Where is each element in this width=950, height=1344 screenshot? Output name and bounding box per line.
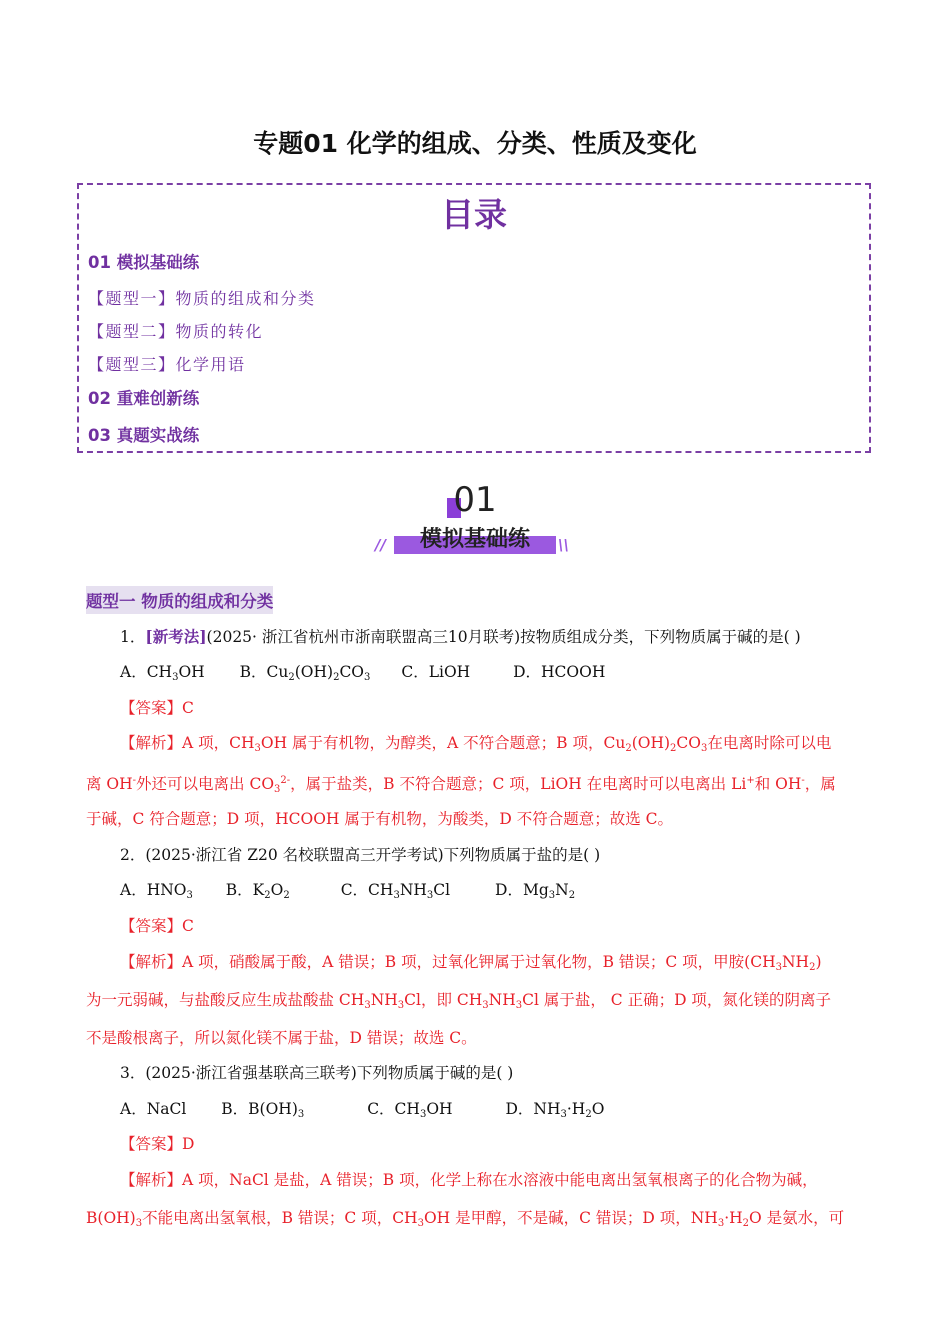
question-1-stem: 1．[新考法](2025· 浙江省杭州市浙南联盟高三10月联考)按物质组成分类，下列物质属于碱的是( ) bbox=[120, 627, 801, 646]
section-label: 模拟基础练 bbox=[419, 527, 530, 552]
type-heading: 题型一 物质的组成和分类 bbox=[86, 586, 273, 614]
question-2-analysis-line-3: 不是酸根离子，所以氮化镁不属于盐，D 错误；故选 C。 bbox=[86, 1029, 477, 1047]
question-3-stem: 3．(2025·浙江省强基联高三联考)下列物质属于碱的是( ) bbox=[120, 1064, 514, 1082]
option-d: D．$Mg_3N_2$ bbox=[495, 881, 576, 901]
option-d: D．HCOOH bbox=[513, 663, 606, 681]
option-a: A．NaCl bbox=[120, 1100, 187, 1118]
question-3-answer: 【答案】D bbox=[120, 1135, 195, 1153]
option-c: C．$CH_3NH_3Cl$ bbox=[340, 881, 451, 901]
question-1-analysis-line-2: 离 OH-外还可以电离出 $CO_3^{2-}$，属于盐类，B 不符合题意；C 项，LiOH 在电离时可以电离出 Li+和 OH-，属 bbox=[86, 775, 836, 795]
option-a: A．$HNO_3$ bbox=[120, 881, 193, 901]
toc-item-02[interactable]: 02 重难创新练 bbox=[88, 389, 200, 408]
option-c: C．$CH_3OH$ bbox=[367, 1100, 453, 1120]
question-1-analysis-line-3: 于碱，C 符合题意；D 项，HCOOH 属于有机物，为酸类，D 不符合题意；故选 C。 bbox=[86, 810, 674, 828]
new-method-tag: [新考法] bbox=[145, 627, 207, 646]
toc-item-type1[interactable]: 【题型一】物质的组成和分类 bbox=[88, 289, 316, 308]
question-2-answer: 【答案】C bbox=[120, 917, 194, 935]
question-1-answer: 【答案】C bbox=[120, 699, 194, 717]
question-2-stem: 2．(2025·浙江省 Z20 名校联盟高三开学考试)下列物质属于盐的是( ) bbox=[120, 846, 601, 864]
option-b: B．$Cu_2(OH)_2CO_3$ bbox=[239, 663, 371, 683]
slash-decoration-left: // bbox=[375, 536, 386, 554]
option-a: A．$CH_3OH$ bbox=[120, 663, 205, 683]
question-3-analysis-line-1: 【解析】A 项，NaCl 是盐，A 错误；B 项，化学上称在水溶液中能电离出氢氧根离子的化合物为碱， bbox=[120, 1171, 818, 1189]
section-banner bbox=[370, 480, 580, 560]
option-d: D．$NH_3\cdot H_2O$ bbox=[505, 1100, 605, 1120]
section-number: 01 bbox=[453, 480, 497, 520]
toc-item-type3[interactable]: 【题型三】化学用语 bbox=[88, 355, 246, 374]
question-3-analysis-line-2: $B(OH)_3$不能电离出氢氧根，B 错误；C 项，$CH_3OH$ 是甲醇，不是碱，C 错误；D 项，$NH_3\cdot H_2O$ 是氨水，可 bbox=[86, 1209, 845, 1229]
option-c: C．LiOH bbox=[401, 663, 471, 681]
question-1-options bbox=[120, 662, 605, 688]
toc-item-01[interactable]: 01 模拟基础练 bbox=[88, 253, 200, 272]
question-2-options bbox=[120, 880, 575, 906]
toc-item-03[interactable]: 03 真题实战练 bbox=[88, 426, 200, 445]
question-1-analysis-line-1: 【解析】A 项，$CH_3OH$ 属于有机物，为醇类，A 不符合题意；B 项，$Cu_2(OH)_2CO_3$在电离时除可以电 bbox=[120, 734, 832, 754]
toc-heading: 目录 bbox=[441, 195, 507, 234]
table-of-contents bbox=[77, 183, 871, 453]
question-2-analysis-line-1: 【解析】A 项，硝酸属于酸，A 错误；B 项，过氧化钾属于过氧化物，B 错误；C 项，甲胺$(CH_3NH_2)$ bbox=[120, 953, 822, 973]
slash-decoration-right: \\ bbox=[558, 536, 569, 554]
page-title: 专题01 化学的组成、分类、性质及变化 bbox=[253, 129, 697, 158]
question-3-options bbox=[120, 1099, 604, 1125]
toc-item-type2[interactable]: 【题型二】物质的转化 bbox=[88, 322, 264, 341]
option-b: B．$B(OH)_3$ bbox=[221, 1100, 305, 1120]
question-2-analysis-line-2: 为一元弱碱，与盐酸反应生成盐酸盐 $CH_3NH_3Cl$，即 $CH_3NH_3Cl$ 属于盐， C 正确；D 项，氮化镁的阴离子 bbox=[86, 991, 831, 1011]
option-b: B．$K_2O_2$ bbox=[225, 881, 290, 901]
